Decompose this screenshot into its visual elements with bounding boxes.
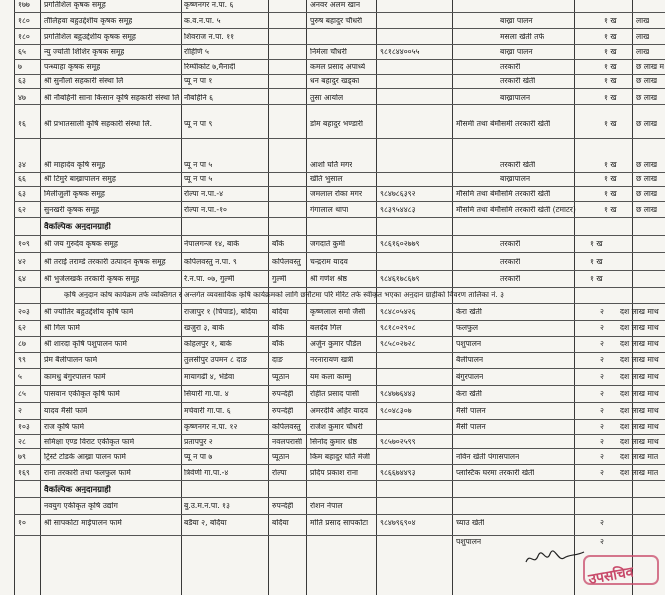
grid-line bbox=[14, 74, 665, 75]
serial-number: २ bbox=[18, 407, 22, 415]
activity: तरकारी bbox=[500, 258, 521, 266]
district: कपिलवस्तु bbox=[272, 423, 301, 431]
district: रुपन्देही bbox=[272, 390, 294, 398]
contact-person: निर्मला चौधरी bbox=[310, 48, 347, 56]
contact-person: तुसा आर्याल bbox=[310, 94, 344, 102]
grid-line bbox=[14, 402, 665, 403]
activity: मौसमी तथा बेमौसमी तरकारी खेती bbox=[456, 120, 551, 128]
amount-unit: दश लाख मात bbox=[620, 469, 659, 477]
activity: तरकारी bbox=[500, 240, 521, 248]
contact-person: डोम बहादुर भण्डारी bbox=[310, 120, 363, 128]
phone-number: ९८६१६०२७७९ bbox=[380, 240, 420, 248]
quantity: २ bbox=[600, 373, 604, 381]
phone-number: ९८६६७४४९३ bbox=[380, 469, 416, 477]
amount-unit: दश लाख मात bbox=[620, 453, 659, 461]
section-heading: वैकल्पिक अनुदानग्राही bbox=[44, 222, 111, 231]
amount-unit: छ लाख bbox=[636, 120, 658, 128]
quantity: २ bbox=[600, 519, 604, 527]
grid-line bbox=[14, 270, 665, 271]
amount-unit: छ लाख bbox=[636, 206, 658, 214]
serial-number: ६५ bbox=[18, 48, 26, 56]
activity: बाख्रापालन bbox=[500, 175, 531, 183]
serial-number: ९९ bbox=[18, 356, 26, 364]
group-name: राना तरकारी तथा फलफुल फार्म bbox=[44, 469, 131, 477]
activity: बाख्रा पालन bbox=[500, 17, 533, 25]
grid-line bbox=[14, 59, 665, 60]
quantity: १ ख bbox=[590, 240, 603, 248]
contact-person: खेति भुसाल bbox=[310, 175, 343, 183]
activity: फलफुल bbox=[456, 324, 479, 332]
address: रोल्पा न.पा.-१० bbox=[184, 206, 227, 214]
contact-person: गंगालाल थापा bbox=[310, 206, 349, 214]
address: बु.उ.म.न.पा. १३ bbox=[184, 502, 230, 510]
group-name: श्री सापकोटा माईपालन फार्म bbox=[44, 519, 122, 527]
serial-number: १८० bbox=[18, 17, 30, 25]
group-name: श्री भुजेलखर्क तरकारी कृषक समूह bbox=[44, 275, 140, 283]
group-name: श्री माहादेव कृषि समूह bbox=[44, 161, 106, 169]
phone-number: ९८४७८६३९२ bbox=[380, 190, 416, 198]
address: प्रतापपुर २ bbox=[184, 438, 213, 446]
amount-unit: दश लाख माथ bbox=[620, 438, 659, 446]
group-name: मिलीजुली कृषक समूह bbox=[44, 190, 105, 198]
contact-person: अमरदेवि अहिर यादव bbox=[310, 407, 369, 415]
contact-person: कृष्णलाल सर्मा जैसी bbox=[310, 308, 366, 316]
serial-number: ४२ bbox=[18, 258, 26, 266]
district: बाँके bbox=[272, 340, 285, 348]
amount-unit: लाख bbox=[636, 48, 650, 56]
address: कपिलवस्तु न.पा. ९ bbox=[184, 258, 237, 266]
address: कृष्णनगर न.पा. १२ bbox=[184, 423, 238, 431]
address: प्यू न पा १ bbox=[184, 77, 213, 85]
group-name: ट्रिस्टे टोडके आख्रा पालन फार्म bbox=[44, 453, 126, 461]
group-name: श्री गिल फार्म bbox=[44, 324, 80, 332]
contact-person: अनवर अलम खान bbox=[310, 1, 361, 9]
quantity: २ bbox=[600, 423, 604, 431]
quantity: २ bbox=[600, 469, 604, 477]
activity: नविन खेती पंगासपालन bbox=[456, 453, 520, 461]
quantity: १ ख bbox=[604, 161, 617, 169]
phone-number: ९८१८४४००५५ bbox=[380, 48, 420, 56]
address: सियारी गा.पा. ४ bbox=[184, 390, 229, 398]
grid-line bbox=[14, 480, 665, 481]
group-name: प्रेम बैलीपालन फार्म bbox=[44, 356, 98, 364]
group-name: न्यु ज्योती शिशिर कृषक समूह bbox=[44, 48, 125, 56]
phone-number: ९८५७०२५९९ bbox=[380, 438, 416, 446]
serial-number: १०९ bbox=[18, 240, 30, 248]
group-name: पासवान एकीकृत कृषि फार्म bbox=[44, 390, 120, 398]
address: बडैया २, बर्दिया bbox=[184, 519, 227, 527]
address: मर्चवारी गा.पा. ६ bbox=[184, 407, 231, 415]
grid-line bbox=[574, 0, 575, 595]
activity: मौसमि तथा बेमौसमि तरकारी खेती bbox=[456, 190, 551, 198]
amount-unit: लाख bbox=[636, 33, 650, 41]
address: रे.न.पा. ०७, गुल्मी bbox=[184, 275, 235, 283]
quantity: १ ख bbox=[604, 120, 617, 128]
grid-line bbox=[14, 497, 665, 498]
contact-person: रोहीत प्रसाद पासी bbox=[310, 390, 360, 398]
contact-person: किम बहादुर घर्ति मेजी bbox=[310, 453, 370, 461]
grid-line bbox=[40, 0, 41, 595]
contact-person: मोति प्रसाद सापकोटा bbox=[310, 519, 369, 527]
grid-line bbox=[14, 352, 665, 353]
phone-number: ९८४७९६९०४ bbox=[380, 519, 416, 527]
contact-person: जगदाते कुमी bbox=[310, 240, 345, 248]
quantity: २ bbox=[600, 308, 604, 316]
contact-person: जमलाल रोका मगर bbox=[310, 190, 363, 198]
grid-line bbox=[14, 104, 665, 105]
quantity: २ bbox=[600, 453, 604, 461]
group-name: नवयुग एकीकृत कृषि उद्योग bbox=[44, 502, 118, 510]
activity: तरकारी खेती bbox=[500, 161, 536, 169]
activity: पशुपालन bbox=[456, 340, 482, 348]
quantity: १ ख bbox=[604, 206, 617, 214]
contact-person: अर्जुन कुमार पौडेल bbox=[310, 340, 362, 348]
activity: तरकारी खेती bbox=[500, 77, 536, 85]
quantity: १ ख bbox=[604, 190, 617, 198]
contact-person: यम कला काम्मु bbox=[310, 373, 352, 381]
amount-unit: दश लाख माथ bbox=[620, 423, 659, 431]
group-name: श्री शारदा कृषि पशुपालन फार्म bbox=[44, 340, 127, 348]
group-name: समिक्षा एण्ड विराट एकीकृत फार्म bbox=[44, 438, 135, 446]
amount-unit: छ लाख bbox=[636, 77, 658, 85]
quantity: २ bbox=[600, 356, 604, 364]
amount-unit: दश लाख माथ bbox=[620, 373, 659, 381]
district: बाँके bbox=[272, 240, 285, 248]
district: दाङ bbox=[272, 356, 283, 364]
amount-unit: छ लाख bbox=[636, 175, 658, 183]
amount-unit: छ लाख म bbox=[636, 63, 665, 71]
quantity: २ bbox=[600, 324, 604, 332]
amount-unit: छ लाख bbox=[636, 161, 658, 169]
grid-line bbox=[14, 514, 665, 515]
activity: मौसमि तथा बेमौसमि तरकारी खेती (टमाटर) bbox=[456, 206, 576, 214]
contact-person: चन्द्रराम यादव bbox=[310, 258, 348, 266]
phone-number: ९८५८०२७२८ bbox=[380, 340, 416, 348]
address: खजुरा ३, बाके bbox=[184, 324, 225, 332]
activity: पशुपालन bbox=[456, 538, 482, 546]
activity: प्लास्टिक घरमा तरकारी खेती bbox=[456, 469, 535, 477]
district: बाँके bbox=[272, 324, 285, 332]
signature-icon bbox=[524, 546, 586, 570]
grid-line bbox=[632, 0, 633, 595]
district: बर्दिया bbox=[272, 308, 289, 316]
contact-person: सिनोद कुमार थ्रेष्ठ bbox=[310, 438, 357, 446]
grid-line bbox=[14, 28, 665, 29]
serial-number: २८ bbox=[18, 438, 26, 446]
amount-unit: छ लाख bbox=[636, 190, 658, 198]
district: गुल्मी bbox=[272, 275, 287, 283]
amount-unit: दश लाख माथ bbox=[620, 407, 659, 415]
address: शिवराज न.पा. ११ bbox=[184, 33, 235, 41]
contact-person: कमल प्रसाद अपाध्ये bbox=[310, 63, 366, 71]
quantity: २ bbox=[600, 340, 604, 348]
grid-line bbox=[14, 419, 665, 420]
contact-person: नरनारायण खत्री bbox=[310, 356, 354, 364]
group-name: श्री नौबहिनी साना किसान कृषि सहकारी संस्था लि bbox=[44, 94, 180, 102]
grid-line bbox=[14, 12, 665, 13]
serial-number: ५ bbox=[18, 373, 22, 381]
quantity: २ bbox=[600, 438, 604, 446]
grid-line bbox=[14, 320, 665, 321]
serial-number: ६३ bbox=[18, 190, 26, 198]
group-name: श्री प्रभातसाली कृषि सहकारी संस्था लि. bbox=[44, 120, 153, 128]
contact-person: राजेश कुमार चौधरी bbox=[310, 423, 363, 431]
grid-line bbox=[14, 368, 665, 369]
address: तुलसीपुर उपमन ८ दाङ bbox=[184, 356, 248, 364]
grid-line bbox=[14, 434, 665, 435]
group-name: राज कृषि फार्म bbox=[44, 423, 85, 431]
grid-line bbox=[14, 287, 665, 288]
district: रोल्पा bbox=[272, 469, 287, 477]
contact-person: बलदेव गिल bbox=[310, 324, 342, 332]
quantity: २ bbox=[600, 538, 604, 546]
group-name: सुनखरी कृषक समूह bbox=[44, 206, 100, 214]
group-name: श्री तराई तराम्डे तरकारी उत्पादन कृषक समूह bbox=[44, 258, 166, 266]
grid-line bbox=[14, 172, 665, 173]
address: रिम्घीकोट ७,मैनादी bbox=[184, 63, 236, 71]
amount-unit: दश लाख माथ bbox=[620, 356, 659, 364]
grid-line bbox=[14, 448, 665, 449]
quantity: १ ख bbox=[604, 33, 617, 41]
stamp-text: उपसचिव bbox=[587, 564, 635, 588]
activity: बाख्रा पालन bbox=[500, 48, 533, 56]
phone-number: ९८१८०२९०८ bbox=[380, 324, 416, 332]
activity: बैलीपालन bbox=[456, 356, 484, 364]
phone-number: ९८३९५४४८३ bbox=[380, 206, 416, 214]
grid-line bbox=[14, 464, 665, 465]
grid-line bbox=[14, 336, 665, 337]
activity: केरा खेती bbox=[456, 308, 482, 316]
address: प्यू न पा ९ bbox=[184, 120, 213, 128]
activity: तरकारी bbox=[500, 63, 521, 71]
serial-number: ७ bbox=[18, 63, 22, 71]
address: त्रिवेणी गा.पा.-४ bbox=[184, 469, 229, 477]
contact-person: रोशन नेपाल bbox=[310, 502, 343, 510]
address: नौबहिनि ६ bbox=[184, 94, 214, 102]
serial-number: ६६ bbox=[18, 175, 26, 183]
group-name: श्री ज्योतिर बहुउद्देशीय कृषि फार्म bbox=[44, 308, 134, 316]
serial-number: १६९ bbox=[18, 469, 30, 477]
serial-number: १८० bbox=[18, 33, 30, 41]
serial-number: २०३ bbox=[18, 308, 30, 316]
serial-number: ६२ bbox=[18, 324, 26, 332]
quantity: १ ख bbox=[604, 48, 617, 56]
quantity: १ ख bbox=[604, 17, 617, 25]
amount-unit: दश लाख माथ bbox=[620, 324, 659, 332]
grid-line bbox=[14, 0, 15, 595]
group-name: यादव मैसी फार्म bbox=[44, 407, 88, 415]
quantity: २ bbox=[600, 407, 604, 415]
serial-number: ६२ bbox=[18, 206, 26, 214]
amount-unit: लाख bbox=[636, 17, 650, 25]
district: रुपन्देही bbox=[272, 502, 294, 510]
amount-unit: दश लाख माथ bbox=[620, 340, 659, 348]
grid-line bbox=[14, 252, 665, 253]
grid-line bbox=[14, 235, 665, 236]
amount-unit: छ लाख bbox=[636, 94, 658, 102]
address: क.व.न.पा. ५ bbox=[184, 17, 221, 25]
contact-person: धन बहादुर खड्का bbox=[310, 77, 360, 85]
address: प्यू न पा ७ bbox=[184, 453, 213, 461]
address: कोहलपुर १, बाके bbox=[184, 340, 232, 348]
district: प्यूठान bbox=[272, 453, 290, 461]
serial-number: ३४ bbox=[18, 161, 26, 169]
grid-line bbox=[14, 88, 665, 89]
group-name: श्री जय गुरुदेव कृषक समूह bbox=[44, 240, 118, 248]
grid-line bbox=[14, 217, 665, 218]
quantity: १ ख bbox=[604, 63, 617, 71]
serial-number: ८५ bbox=[18, 390, 26, 398]
phone-number: ९८४७७६४४३ bbox=[380, 390, 416, 398]
activity: च्याउ खेती bbox=[456, 519, 485, 527]
serial-number: ८७ bbox=[18, 340, 26, 348]
district: बर्दिया bbox=[272, 519, 289, 527]
serial-number: १६ bbox=[18, 120, 26, 128]
amount-unit: दश लाख माथ bbox=[620, 308, 659, 316]
contact-person: आशो घर्ति मगर bbox=[310, 161, 353, 169]
program-heading: कृषि अनुदान कोष कार्यक्रम तर्फ व्यक्तिगत र अन्तर्गत व्यवसायिक कृषि कार्यक्रमको लागि छनौटमा परि मेरिट तर्फ स्वीकृत भएका अनुदान ग्राहीको विवरण तालिका नं. ३ bbox=[64, 291, 504, 299]
group-name: प्रगतिशिल कृषक समूह bbox=[44, 1, 106, 9]
address: प्यू न पा ५ bbox=[184, 161, 213, 169]
quantity: १ ख bbox=[604, 175, 617, 183]
activity: मसला खेती तर्फ bbox=[500, 33, 545, 41]
grid-line bbox=[14, 385, 665, 386]
group-name: कामधु बंगुरपालन फार्म bbox=[44, 373, 106, 381]
grid-line bbox=[14, 201, 665, 202]
contact-person: श्री गणेश श्रेष्ठ bbox=[310, 275, 347, 283]
grid-line bbox=[14, 44, 665, 45]
contact-person: पुरुष बहादुर चौधरी bbox=[310, 17, 363, 25]
serial-number: ६४ bbox=[18, 275, 26, 283]
serial-number: ४७ bbox=[18, 94, 26, 102]
activity: बंगुरपालन bbox=[456, 373, 484, 381]
quantity: २ bbox=[600, 390, 604, 398]
address: नेपालगन्ज १४, बाके bbox=[184, 240, 240, 248]
grid-line bbox=[14, 303, 665, 304]
section-heading: वैकल्पिक अनुदानग्राही bbox=[44, 485, 111, 494]
group-name: श्री सुनौलो सहकारी संस्था लि bbox=[44, 77, 124, 85]
district: प्यूठान bbox=[272, 373, 290, 381]
quantity: १ ख bbox=[590, 275, 603, 283]
group-name: पन्ध्याहा कृषक समूह bbox=[44, 63, 101, 71]
group-name: श्री टिमुरे बाख्रापालन समुह bbox=[44, 175, 116, 183]
grid-line bbox=[14, 535, 665, 536]
district: रुपन्देही bbox=[272, 407, 294, 415]
activity: मैसी पालन bbox=[456, 423, 486, 431]
address: प्यू न पा ५ bbox=[184, 175, 213, 183]
grid-line bbox=[14, 138, 665, 139]
grid-line bbox=[14, 186, 665, 187]
amount-unit: दश लाख माथ bbox=[620, 390, 659, 398]
quantity: १ ख bbox=[604, 94, 617, 102]
serial-number: १७७ bbox=[18, 1, 30, 9]
phone-number: ९८४६१७८६७९ bbox=[380, 275, 420, 283]
quantity: १ ख bbox=[604, 77, 617, 85]
quantity: १ ख bbox=[590, 258, 603, 266]
activity: बाख्रापालन bbox=[500, 94, 531, 102]
activity: मैसी पालन bbox=[456, 407, 486, 415]
district: नवलपरासी bbox=[272, 438, 303, 446]
district: कपिलवस्तु bbox=[272, 258, 301, 266]
activity: केरा खेती bbox=[456, 390, 482, 398]
address: राजापुर १ (चिपाड), बर्दिया bbox=[184, 308, 258, 316]
address: कृष्णनगर न.पा. ६ bbox=[184, 1, 234, 9]
serial-number: १०३ bbox=[18, 423, 30, 431]
phone-number: ९८४८०५४२६ bbox=[380, 308, 416, 316]
activity: तरकारी bbox=[500, 275, 521, 283]
address: रोल्पा न.पा.-४ bbox=[184, 190, 224, 198]
serial-number: ६३ bbox=[18, 77, 26, 85]
phone-number: ९८०४८३०७ bbox=[380, 407, 412, 415]
address: रोहिणि ५ bbox=[184, 48, 209, 56]
contact-person: प्रदिप प्रकाश राना bbox=[310, 469, 358, 477]
address: मायागढी ४, भंडेवा bbox=[184, 373, 235, 381]
group-name: प्रगतिशिल बहुउद्देशीय कृषक समूह bbox=[44, 33, 136, 41]
serial-number: ७९ bbox=[18, 453, 26, 461]
serial-number: १० bbox=[18, 519, 26, 527]
group-name: तौलिहवा बहुउद्देशीय कृषक समूह bbox=[44, 17, 133, 25]
